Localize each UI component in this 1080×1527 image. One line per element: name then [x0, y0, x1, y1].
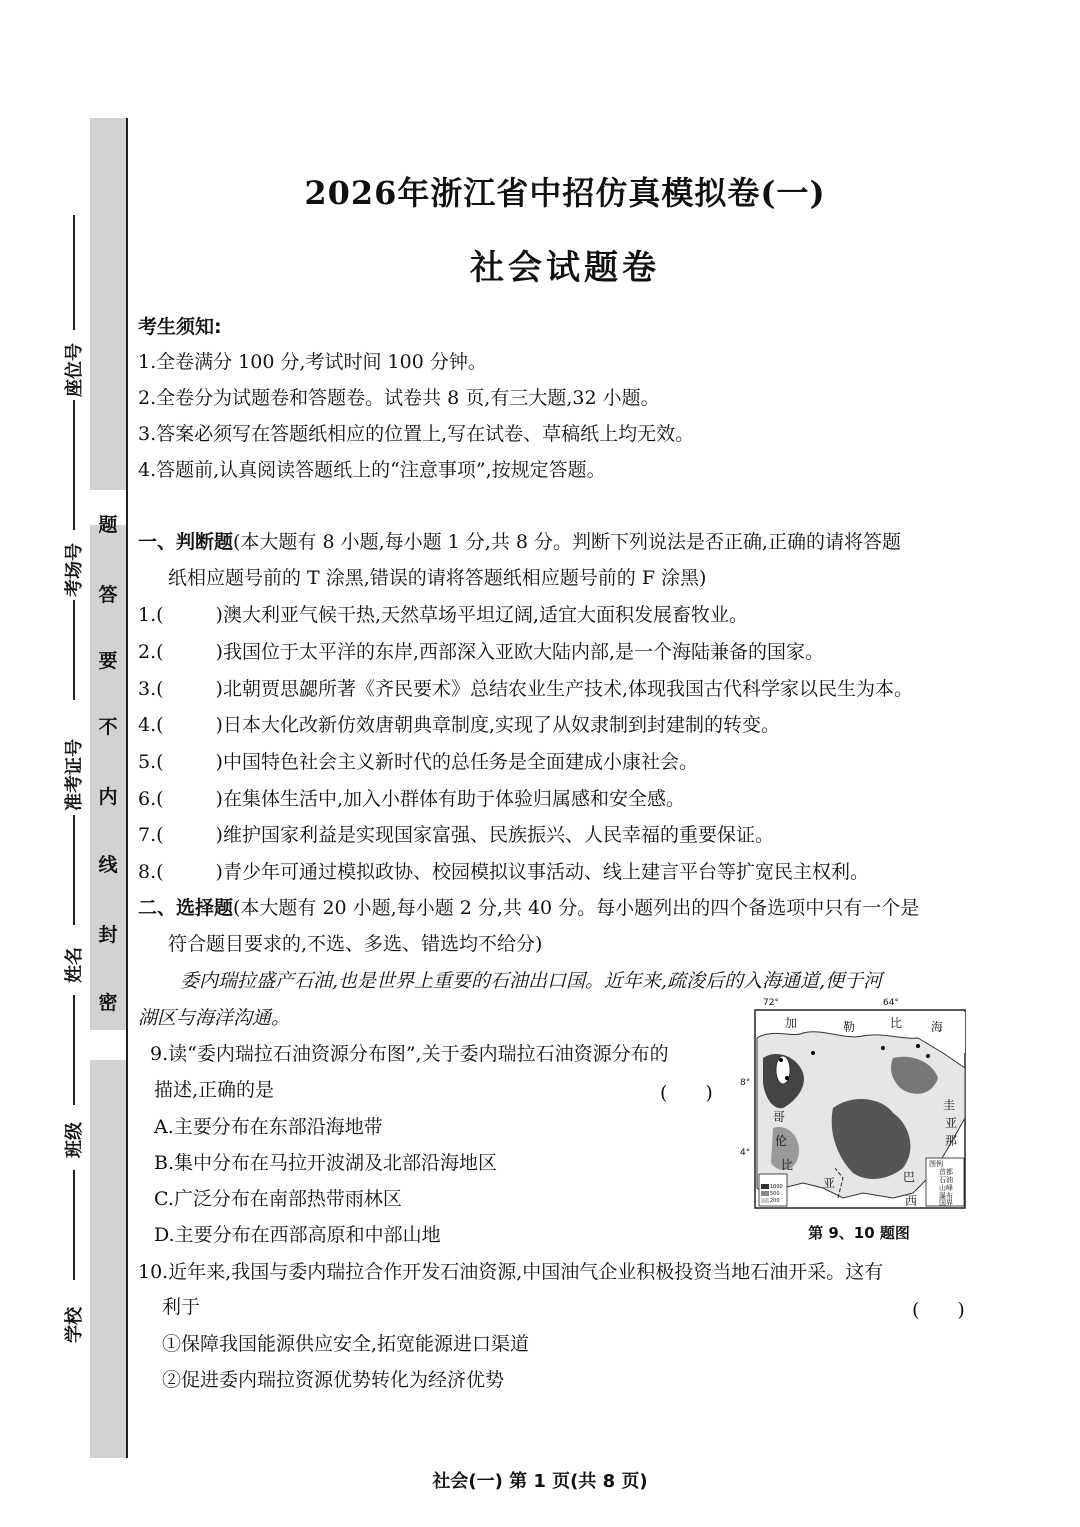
field-line [73, 600, 75, 700]
passage-line: 湖区与海洋沟通。 [138, 1007, 291, 1029]
notice-item: 2.全卷分为试题卷和答题卷。试卷共 8 页,有三大题,32 小题。 [138, 387, 660, 409]
place-label: 亚 [823, 1176, 836, 1190]
place-label: 亚 [945, 1116, 958, 1130]
elevation-label: 200 [770, 1198, 780, 1204]
item-text: )澳大利亚气候干热,天然草场平坦辽阔,适宜大面积发展畜牧业。 [215, 604, 749, 626]
judge-item [138, 677, 913, 701]
section2-intro [138, 896, 919, 920]
lat-label: 4° [740, 1148, 751, 1158]
page-title: 2026年浙江省中招仿真模拟卷(一) [304, 174, 826, 212]
q10-item: ①保障我国能源供应安全,拓宽能源进口渠道 [162, 1333, 530, 1355]
notice-item: 3.答案必须写在答题纸相应的位置上,写在试卷、草稿纸上均无效。 [138, 423, 695, 445]
section1-heading: 一、判断题 [138, 531, 234, 553]
q9-stem: 9.读“委内瑞拉石油资源分布图”,关于委内瑞拉石油资源分布的 [150, 1043, 669, 1065]
legend-item: 石油 [939, 1176, 953, 1184]
item-text: )我国位于太平洋的东岸,西部深入亚欧大陆内部,是一个海陆兼备的国家。 [215, 641, 825, 663]
field-line [73, 815, 75, 925]
item-text: )中国特色社会主义新时代的总任务是全面建成小康社会。 [215, 751, 698, 773]
judge-item [138, 640, 824, 664]
lon-label: 64° [883, 998, 899, 1008]
page-subtitle: 社会试题卷 [470, 248, 660, 288]
notice-heading: 考生须知: [138, 316, 222, 338]
notice-item: 1.全卷满分 100 分,考试时间 100 分钟。 [138, 351, 487, 373]
legend-title: 图例 [929, 1160, 943, 1168]
legend-item: 山峰 [939, 1184, 953, 1192]
binding-border [126, 118, 128, 1458]
q9-answer-paren: ( ) [660, 1082, 713, 1104]
judge-item [138, 823, 774, 847]
name-label: 姓名 [64, 947, 85, 983]
item-text: )青少年可通过模拟政协、校园模拟议事活动、线上建言平台等扩宽民主权利。 [215, 861, 869, 883]
elevation-label: 500 [770, 1191, 780, 1197]
q9-option: B.集中分布在马拉开波湖及北部沿海地区 [154, 1152, 498, 1174]
judge-item [138, 603, 748, 627]
q9-option: D.主要分布在西部高原和中部山地 [154, 1224, 441, 1246]
class-label: 班级 [64, 1122, 85, 1158]
seal-char: 线 [98, 854, 118, 876]
item-text: )维护国家利益是实现国家富强、民族振兴、人民幸福的重要保证。 [215, 824, 774, 846]
seat-number-label: 座位号 [64, 343, 85, 397]
place-label: 比 [890, 1016, 903, 1030]
binding-strip-break [90, 1030, 126, 1060]
admission-number-label: 准考证号 [64, 739, 85, 811]
lat-label: 8° [740, 1078, 751, 1088]
place-label: 伦 [775, 1134, 788, 1148]
item-text: )北朝贾思勰所著《齐民要术》总结农业生产技术,体现我国古代科学家以民生为本。 [215, 678, 914, 700]
field-line [73, 1170, 75, 1280]
q10-answer-paren: ( ) [912, 1299, 965, 1321]
judge-item [138, 713, 780, 737]
section2-desc: (本大题有 20 小题,每小题 2 分,共 40 分。每小题列出的四个备选项中只有一个是 [233, 897, 920, 919]
field-line [73, 215, 75, 330]
legend-item: 瀑布 [939, 1192, 953, 1200]
notice-item: 4.答题前,认真阅读答题纸上的“注意事项”,按规定答题。 [138, 459, 606, 481]
item-number: 7.( [138, 824, 164, 846]
q10-item: ②促进委内瑞拉资源优势转化为经济优势 [162, 1369, 505, 1391]
place-label: 那 [945, 1134, 958, 1148]
q9-stem-2: 描述,正确的是 [154, 1079, 275, 1101]
item-text: )在集体生活中,加入小群体有助于体验归属感和安全感。 [215, 788, 686, 810]
elevation-label: 1000 [770, 1184, 783, 1190]
passage-line: 委内瑞拉盛产石油,也是世界上重要的石油出口国。近年来,疏浚后的入海通道,便于河 [180, 970, 883, 992]
section1-desc-2: 纸相应题号前的 T 涂黑,错误的请将答题纸相应题号前的 F 涂黑) [168, 567, 707, 589]
seal-char: 不 [98, 716, 118, 738]
seal-char: 内 [98, 786, 118, 808]
field-line [73, 995, 75, 1105]
map-caption: 第 9、10 题图 [808, 1224, 910, 1242]
place-label: 勒 [843, 1020, 856, 1034]
section1-intro [138, 530, 901, 554]
q10-stem-2: 利于 [162, 1296, 201, 1318]
seal-char: 封 [98, 924, 118, 946]
seal-char: 题 [98, 514, 118, 536]
q9-option: A.主要分布在东部沿海地带 [154, 1116, 383, 1138]
field-line [73, 400, 75, 530]
place-label: 巴 [903, 1170, 916, 1184]
section2-heading: 二、选择题 [138, 897, 234, 919]
exam-room-label: 考场号 [64, 543, 85, 597]
judge-item [138, 787, 685, 811]
seal-char: 答 [98, 584, 118, 606]
item-number: 4.( [138, 714, 164, 736]
place-label: 西 [905, 1194, 918, 1208]
seal-char: 要 [98, 650, 118, 672]
q10-stem: 10.近年来,我国与委内瑞拉合作开发石油资源,中国油气企业积极投资当地石油开采。这有 [138, 1261, 884, 1283]
page-footer: 社会(一) 第 1 页(共 8 页) [432, 1471, 648, 1492]
section1-desc: (本大题有 8 小题,每小题 1 分,共 8 分。判断下列说法是否正确,正确的请将答题 [233, 531, 902, 553]
item-number: 5.( [138, 751, 164, 773]
item-number: 8.( [138, 861, 164, 883]
place-label: 圭 [943, 1098, 956, 1112]
q9-option: C.广泛分布在南部热带雨林区 [154, 1188, 402, 1210]
item-text: )日本大化改新仿效唐朝典章制度,实现了从奴隶制到封建制的转变。 [215, 714, 781, 736]
place-label: 加 [785, 1016, 798, 1030]
legend-item: 国界 [939, 1199, 953, 1207]
seal-char: 密 [98, 992, 118, 1014]
venezuela-oil-map [740, 998, 975, 1214]
place-label: 海 [931, 1020, 944, 1034]
judge-item [138, 860, 869, 884]
school-label: 学校 [64, 1307, 85, 1343]
item-number: 3.( [138, 678, 164, 700]
item-number: 2.( [138, 641, 164, 663]
section2-desc-2: 符合题目要求的,不选、多选、错选均不给分) [168, 933, 543, 955]
item-number: 1.( [138, 604, 164, 626]
item-number: 6.( [138, 788, 164, 810]
judge-item [138, 750, 698, 774]
place-label: 哥 [773, 1110, 786, 1124]
legend-item: 首都 [939, 1168, 953, 1176]
lon-label: 72° [763, 998, 779, 1008]
place-label: 比 [781, 1158, 794, 1172]
